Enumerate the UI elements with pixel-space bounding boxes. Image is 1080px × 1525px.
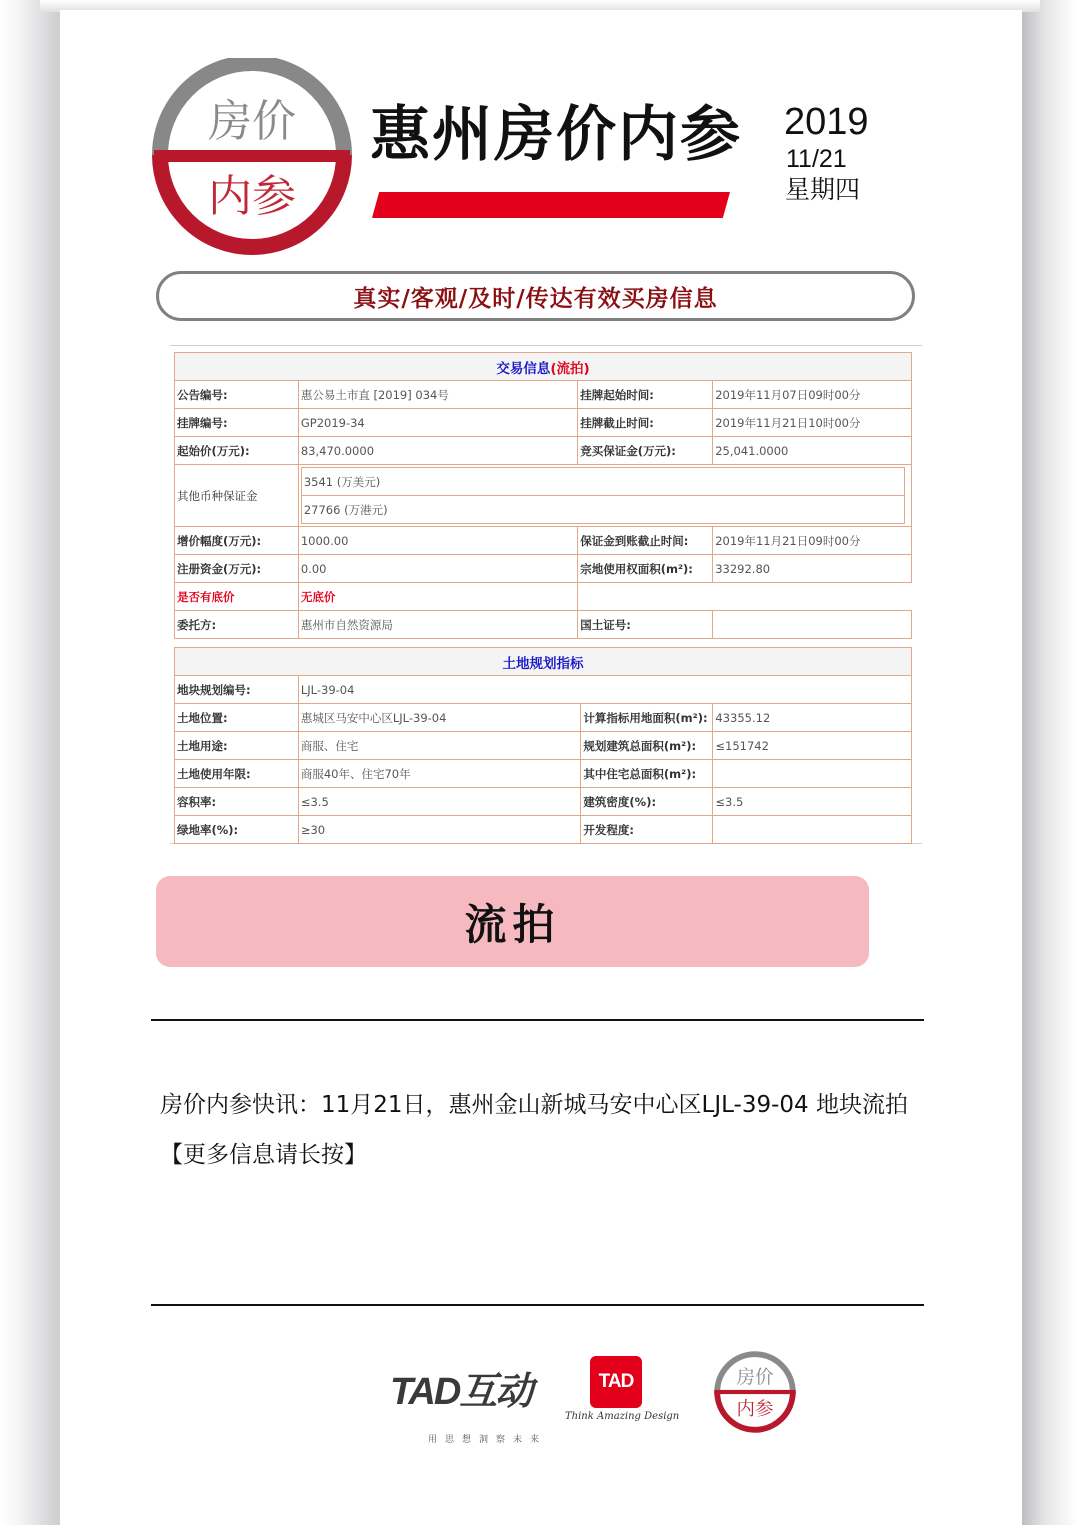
value-plot-no: LJL-39-04 xyxy=(298,676,911,704)
value-land-location: 惠城区马安中心区LJL-39-04 xyxy=(298,704,581,732)
label-announcement-no: 公告编号: xyxy=(175,381,299,409)
value-start-price: 83,470.0000 xyxy=(298,437,577,465)
label-entrusting-party: 委托方: xyxy=(175,611,299,639)
value-hkd-deposit: 27766 (万港元) xyxy=(301,496,904,524)
transaction-info-table xyxy=(174,352,912,639)
table-row xyxy=(175,788,912,816)
label-land-use-term: 土地使用年限: xyxy=(175,760,299,788)
label-plot-no: 地块规划编号: xyxy=(175,676,299,704)
other-currency-table xyxy=(301,467,905,524)
tad-design-slogan: Think Amazing Design xyxy=(565,1411,680,1422)
value-plot-ratio: ≤3.5 xyxy=(298,788,581,816)
date-month-day: 11/21 xyxy=(786,145,847,173)
tad-badge-logo xyxy=(590,1356,642,1408)
label-listing-end: 挂牌截止时间: xyxy=(578,409,713,437)
value-entrusting-party: 惠州市自然资源局 xyxy=(298,611,577,639)
table-row xyxy=(175,583,912,611)
label-registered-capital: 注册资金(万元): xyxy=(175,555,299,583)
slogan-pill xyxy=(156,271,915,321)
label-deposit-deadline: 保证金到账截止时间: xyxy=(578,527,713,555)
table-row xyxy=(175,704,912,732)
news-flash-text: 房价内参快讯：11月21日，惠州金山新城马安中心区LJL-39-04 地块流拍【更多信息请长按】 xyxy=(160,1092,908,1168)
value-building-density: ≤3.5 xyxy=(713,788,912,816)
tad-badge-text: TAD xyxy=(598,1371,634,1392)
value-announcement-no: 惠公易土市直 [2019] 034号 xyxy=(298,381,577,409)
label-green-ratio: 绿地率(%): xyxy=(175,816,299,844)
value-planned-floor-area: ≤151742 xyxy=(713,732,912,760)
table-row xyxy=(175,676,912,704)
title-accent-bar xyxy=(372,192,730,218)
table-row xyxy=(175,381,912,409)
label-land-use: 土地用途: xyxy=(175,732,299,760)
empty-cell xyxy=(578,583,912,611)
value-land-use-term: 商服40年、住宅70年 xyxy=(298,760,581,788)
publication-title: 惠州房价内参 xyxy=(370,100,742,170)
label-residential-area: 其中住宅总面积(m²): xyxy=(581,760,713,788)
label-listing-no: 挂牌编号: xyxy=(175,409,299,437)
value-listing-start: 2019年11月07日09时00分 xyxy=(713,381,912,409)
table-row xyxy=(175,437,912,465)
fangjia-neican-logo-small xyxy=(713,1350,797,1434)
table-row xyxy=(175,409,912,437)
auction-status-text: 流拍 xyxy=(464,899,561,949)
logo-top-text: 房价 xyxy=(208,96,296,147)
label-plot-ratio: 容积率: xyxy=(175,788,299,816)
date-year: 2019 xyxy=(784,101,869,143)
value-price-increment: 1000.00 xyxy=(298,527,577,555)
label-development-level: 开发程度: xyxy=(581,816,713,844)
table-row xyxy=(175,527,912,555)
label-start-price: 起始价(万元): xyxy=(175,437,299,465)
value-land-use: 商服、住宅 xyxy=(298,732,581,760)
transaction-status-tag: (流拍) xyxy=(550,360,590,377)
table-row xyxy=(175,465,912,527)
fangjia-neican-logo xyxy=(152,58,352,258)
value-green-ratio: ≥30 xyxy=(298,816,581,844)
divider-bottom xyxy=(151,1304,924,1306)
label-land-use-area: 宗地使用权面积(m²): xyxy=(578,555,713,583)
tad-wordmark-logo: TAD互动 xyxy=(390,1371,532,1413)
logo-small-bottom-text: 内参 xyxy=(736,1399,774,1421)
value-land-cert-no xyxy=(713,611,912,639)
land-info-screenshot xyxy=(170,345,922,844)
label-listing-start: 挂牌起始时间: xyxy=(578,381,713,409)
value-bid-deposit: 25,041.0000 xyxy=(713,437,912,465)
other-currency-cell xyxy=(298,465,911,527)
label-other-currency-deposit: 其他币种保证金 xyxy=(175,465,299,527)
value-deposit-deadline: 2019年11月21日09时00分 xyxy=(713,527,912,555)
logo-circle-icon xyxy=(152,58,352,258)
logo-small-top-text: 房价 xyxy=(736,1367,774,1389)
logo-bottom-text: 内参 xyxy=(208,171,296,222)
table-row xyxy=(175,816,912,844)
land-planning-table xyxy=(174,647,912,844)
tad-tagline: 用思想洞察未来 xyxy=(428,1435,548,1445)
label-price-increment: 增价幅度(万元): xyxy=(175,527,299,555)
transaction-table-header xyxy=(175,353,912,381)
value-usd-deposit: 3541 (万美元) xyxy=(301,468,904,496)
table-row xyxy=(175,732,912,760)
value-calc-area: 43355.12 xyxy=(713,704,912,732)
value-listing-end: 2019年11月21日10时00分 xyxy=(713,409,912,437)
label-building-density: 建筑密度(%): xyxy=(581,788,713,816)
label-reserve-price: 是否有底价 xyxy=(175,583,299,611)
label-bid-deposit: 竞买保证金(万元): xyxy=(578,437,713,465)
value-registered-capital: 0.00 xyxy=(298,555,577,583)
label-land-cert-no: 国土证号: xyxy=(578,611,713,639)
table-row xyxy=(175,611,912,639)
date-weekday: 星期四 xyxy=(785,175,861,204)
value-residential-area xyxy=(713,760,912,788)
value-land-use-area: 33292.80 xyxy=(713,555,912,583)
transaction-table-title: 交易信息 xyxy=(496,360,551,377)
label-calc-area: 计算指标用地面积(m²): xyxy=(581,704,713,732)
logo-circle-small-icon xyxy=(713,1350,797,1434)
divider-top xyxy=(151,1019,924,1021)
slogan-text: 真实/客观/及时/传达有效买房信息 xyxy=(353,284,718,312)
planning-table-header: 土地规划指标 xyxy=(175,648,912,676)
value-listing-no: GP2019-34 xyxy=(298,409,577,437)
auction-status-banner xyxy=(156,876,869,967)
value-reserve-price: 无底价 xyxy=(298,583,577,611)
label-planned-floor-area: 规划建筑总面积(m²): xyxy=(581,732,713,760)
label-land-location: 土地位置: xyxy=(175,704,299,732)
value-development-level xyxy=(713,816,912,844)
table-row xyxy=(175,555,912,583)
table-row xyxy=(175,760,912,788)
